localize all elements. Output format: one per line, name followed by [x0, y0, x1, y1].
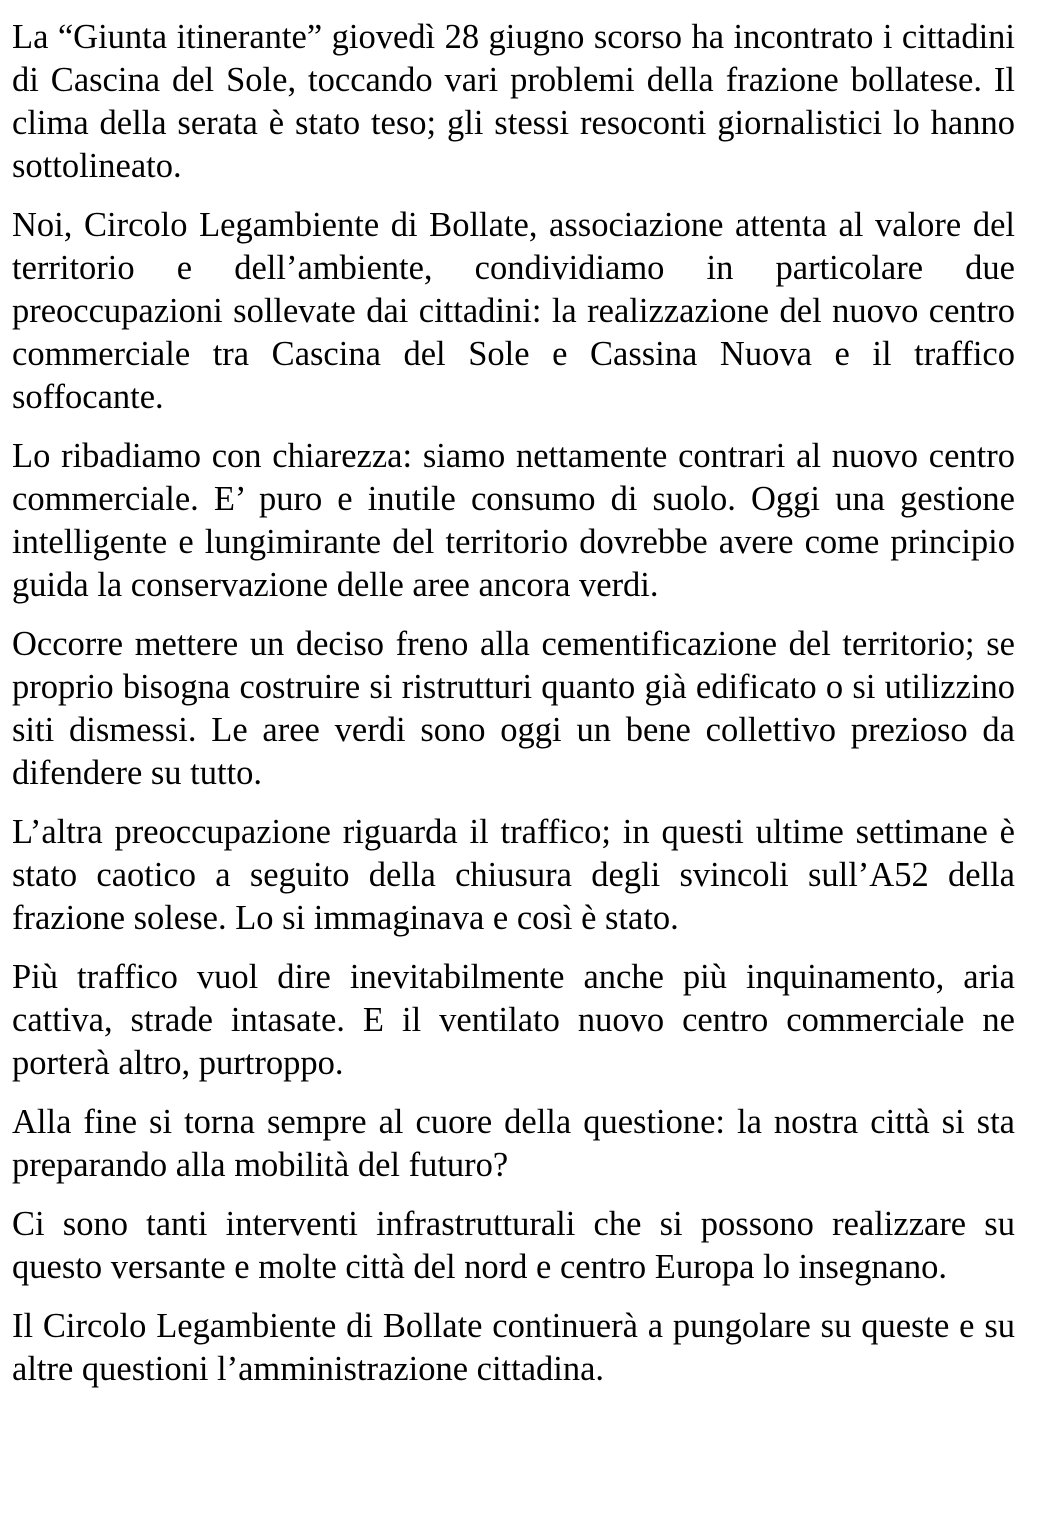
- paragraph-7: Alla fine si torna sempre al cuore della questione: la nostra città si sta preparando alla mobilità del futuro?: [12, 1103, 1015, 1184]
- paragraph-8: Ci sono tanti interventi infrastrutturali che si possono realizzare su questo versante e molte città del nord e centro Europa lo insegnano.: [12, 1205, 1015, 1286]
- paragraph-4: Occorre mettere un deciso freno alla cementificazione del territorio; se proprio bisogna costruire si ristrutturi quanto già edificato o si utilizzino siti dismessi. Le aree verdi sono oggi un bene collettivo prezioso da difendere su tutto.: [12, 625, 1015, 792]
- document-body: [12, 16, 1015, 1407]
- paragraph-2: Noi, Circolo Legambiente di Bollate, associazione attenta al valore del territorio e dell’ambiente, condividiamo in particolare due preoccupazioni sollevate dai cittadini: la realizzazione del nuovo centro commerciale tra Cascina del Sole e Cassina Nuova e il traffico soffocante.: [12, 206, 1015, 416]
- paragraph-1: La “Giunta itinerante” giovedì 28 giugno scorso ha incontrato i cittadini di Cascina del Sole, toccando vari problemi della frazione bollatese. Il clima della serata è stato teso; gli stessi resoconti giornalistici lo hanno sottolineato.: [12, 18, 1015, 185]
- paragraph-6: Più traffico vuol dire inevitabilmente anche più inquinamento, aria cattiva, strade intasate. E il ventilato nuovo centro commerciale ne porterà altro, purtroppo.: [12, 958, 1015, 1082]
- paragraph-9: Il Circolo Legambiente di Bollate continuerà a pungolare su queste e su altre questioni l’amministrazione cittadina.: [12, 1307, 1015, 1388]
- paragraph-5: L’altra preoccupazione riguarda il traffico; in questi ultime settimane è stato caotico a seguito della chiusura degli svincoli sull’A52 della frazione solese. Lo si immaginava e così è stato.: [12, 813, 1015, 937]
- paragraph-3: Lo ribadiamo con chiarezza: siamo nettamente contrari al nuovo centro commerciale. E’ puro e inutile consumo di suolo. Oggi una gestione intelligente e lungimirante del territorio dovrebbe avere come principio guida la conservazione delle aree ancora verdi.: [12, 437, 1015, 604]
